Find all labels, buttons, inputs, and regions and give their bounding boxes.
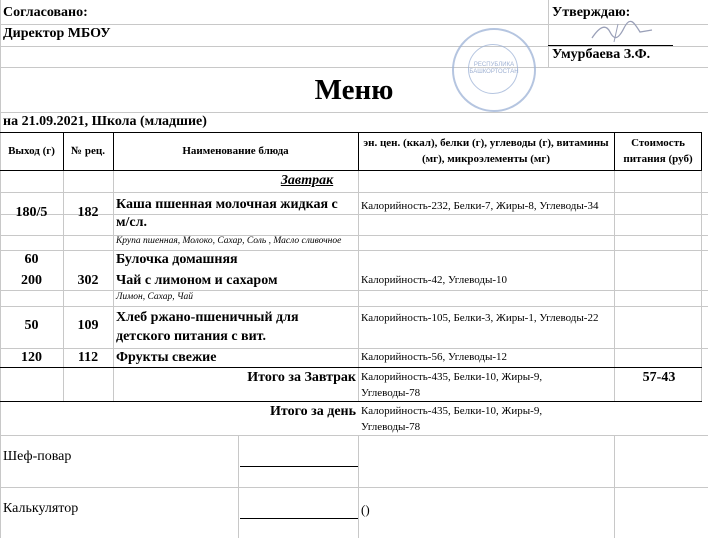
- grid-line: [0, 306, 708, 307]
- grid-line: [614, 132, 615, 402]
- col-header-output: Выход (г): [8, 145, 55, 157]
- calculator-label: Калькулятор: [3, 501, 79, 516]
- signature-line: [240, 518, 358, 519]
- total-breakfast-price: 57-43: [642, 370, 676, 385]
- cell-recipe: 302: [77, 273, 99, 288]
- grid-line: [0, 192, 708, 193]
- stamp-text: РЕСПУБЛИКА БАШКОРТОСТАН: [469, 62, 519, 75]
- cell-recipe: 109: [77, 318, 99, 333]
- chef-label: Шеф-повар: [3, 449, 72, 464]
- cell-dish: Каша пшенная молочная жидкая с м/сл.: [116, 197, 338, 230]
- table-border: [614, 132, 615, 170]
- cell-recipe: 182: [77, 205, 99, 220]
- page-title: Меню: [314, 74, 394, 106]
- director-label: Директор МБОУ: [3, 26, 111, 41]
- total-day-label: Итого за день: [270, 404, 356, 419]
- grid-line: [701, 132, 702, 402]
- grid-line: [0, 435, 708, 436]
- cell-output: 200: [21, 273, 42, 288]
- grid-line: [0, 290, 708, 291]
- approve-label: Утверждаю:: [552, 5, 631, 20]
- grid-line: [0, 112, 708, 113]
- cell-output: 120: [21, 350, 42, 365]
- cell-dish: Булочка домашняя: [116, 252, 238, 267]
- cell-dish: Чай с лимоном и сахаром: [116, 273, 278, 288]
- signature-line: [548, 45, 673, 46]
- date-line: на 21.09.2021, Школа (младшие): [3, 114, 207, 129]
- grid-line: [0, 348, 708, 349]
- signature-image: [588, 18, 658, 44]
- cell-output: 180/5: [15, 205, 48, 220]
- col-header-dish: Наименование блюда: [182, 145, 289, 157]
- cell-ingredients: Лимон, Сахар, Чай: [116, 292, 193, 302]
- cell-nutrition: Калорийность-105, Белки-3, Жиры-1, Углеводы-22: [361, 312, 599, 324]
- cell-dish: Хлеб ржано-пшеничный для детского питания с вит.: [116, 310, 299, 344]
- grid-line: [0, 235, 708, 236]
- col-header-nutrition: эн. цен. (ккал), белки (г), углеводы (г), витамины (мг), микроэлементы (мг): [363, 137, 609, 165]
- table-border: [358, 132, 359, 170]
- cell-recipe: 112: [77, 350, 99, 365]
- approver-name: Умурбаева З.Ф.: [552, 47, 651, 62]
- grid-line: [548, 0, 549, 68]
- table-border: [0, 401, 702, 402]
- col-header-price: Стоимость питания (руб): [623, 137, 693, 165]
- cell-dish: Фрукты свежие: [116, 350, 217, 365]
- col-header-recipe: № рец.: [71, 145, 105, 157]
- grid-line: [0, 487, 708, 488]
- cell-nutrition: Калорийность-42, Углеводы-10: [361, 274, 508, 286]
- grid-line: [0, 250, 708, 251]
- signature-line: [240, 466, 358, 467]
- table-border: [0, 367, 702, 368]
- total-breakfast-label: Итого за Завтрак: [247, 370, 356, 385]
- cell-nutrition: Калорийность-56, Углеводы-12: [361, 351, 508, 363]
- agreed-label: Согласовано:: [3, 5, 88, 20]
- table-border: [701, 132, 702, 170]
- total-day-nutrition: Калорийность-435, Белки-10, Жиры-9, Углеводы-78: [361, 405, 543, 433]
- table-border: [0, 170, 702, 171]
- table-border: [0, 132, 702, 133]
- grid-line: [0, 67, 708, 68]
- parens-placeholder: (): [361, 502, 370, 517]
- cell-nutrition: Калорийность-232, Белки-7, Жиры-8, Углеводы-34: [361, 200, 599, 212]
- total-breakfast-nutrition: Калорийность-435, Белки-10, Жиры-9, Углеводы-78: [361, 371, 543, 399]
- cell-output: 60: [24, 252, 39, 267]
- section-title: Завтрак: [280, 173, 334, 188]
- cell-ingredients: Крупа пшенная, Молоко, Сахар, Соль , Масло сливочное: [116, 236, 342, 246]
- cell-output: 50: [24, 318, 39, 333]
